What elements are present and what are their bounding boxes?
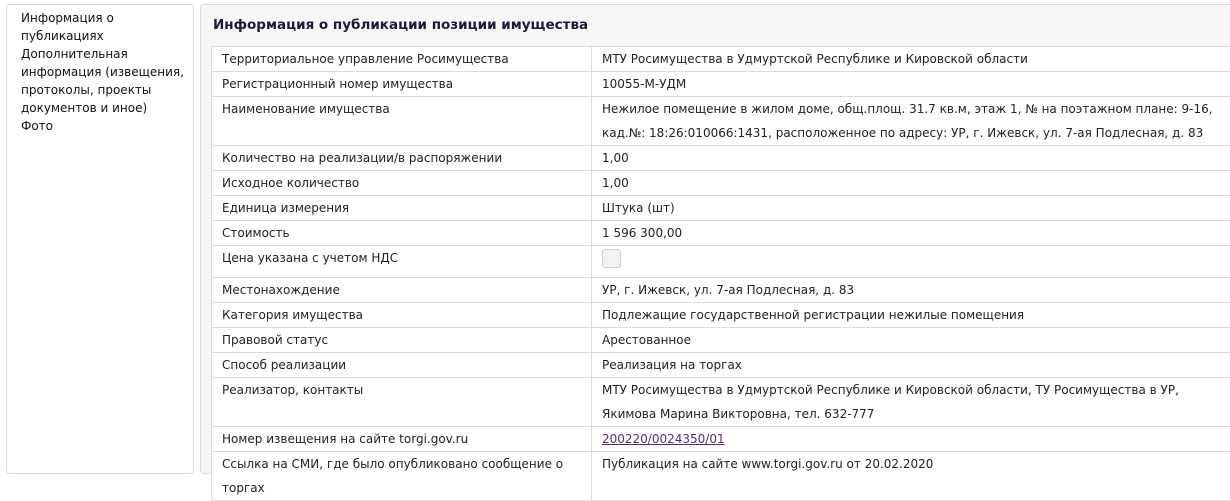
field-label: Ссылка на СМИ, где было опубликовано сообщение о торгах [212, 452, 592, 501]
field-value [592, 427, 1230, 452]
row-notice-number [212, 427, 1230, 452]
field-value: 1 596 300,00 [592, 221, 1230, 246]
notice-number-link[interactable]: 200220/0024350/01 [602, 432, 725, 446]
field-label: Реализатор, контакты [212, 378, 592, 427]
row-location [212, 278, 1230, 303]
row-media-link [212, 452, 1230, 501]
row-vat-included [212, 246, 1230, 278]
field-value: Публикация на сайте www.torgi.gov.ru от 20.02.2020 [592, 452, 1230, 501]
field-label: Стоимость [212, 221, 592, 246]
field-label: Правовой статус [212, 328, 592, 353]
field-value: Подлежащие государственной регистрации нежилые помещения [592, 303, 1230, 328]
field-value: 1,00 [592, 171, 1230, 196]
field-label: Единица измерения [212, 196, 592, 221]
sidebar-item-photo[interactable]: Фото [21, 117, 193, 135]
field-label: Местонахождение [212, 278, 592, 303]
field-label: Территориальное управление Росимущества [212, 47, 592, 72]
field-label: Количество на реализации/в распоряжении [212, 146, 592, 171]
field-value: Нежилое помещение в жилом доме, общ.площ. 31.7 кв.м, этаж 1, № на поэтажном плане: 9-16, кад.№: 18:26:010066:1431, расположенное по адресу: УР, г. Ижевск, ул. 7-ая Подлесная, д. 83 [592, 97, 1230, 146]
field-label: Номер извещения на сайте torgi.gov.ru [212, 427, 592, 452]
field-value: 1,00 [592, 146, 1230, 171]
field-label: Способ реализации [212, 353, 592, 378]
row-initial-quantity [212, 171, 1230, 196]
field-value: УР, г. Ижевск, ул. 7-ая Подлесная, д. 83 [592, 278, 1230, 303]
field-label: Регистрационный номер имущества [212, 72, 592, 97]
field-value: Реализация на торгах [592, 353, 1230, 378]
main-panel [200, 4, 1230, 474]
row-quantity-for-sale [212, 146, 1230, 171]
sidebar-item-additional-info[interactable]: Дополнительная информация (извещения, протоколы, проекты документов и иное) [21, 45, 193, 117]
field-value: Штука (шт) [592, 196, 1230, 221]
field-value: МТУ Росимущества в Удмуртской Республике и Кировской области, ТУ Росимущества в УР, Якимова Марина Викторовна, тел. 632-777 [592, 378, 1230, 427]
row-property-category [212, 303, 1230, 328]
field-value [592, 246, 1230, 278]
field-value: Арестованное [592, 328, 1230, 353]
row-territorial-department [212, 47, 1230, 72]
row-realizer-contacts [212, 378, 1230, 427]
row-property-name [212, 97, 1230, 146]
field-value: МТУ Росимущества в Удмуртской Республике и Кировской области [592, 47, 1230, 72]
row-sale-method [212, 353, 1230, 378]
vat-checkbox[interactable] [602, 249, 621, 268]
sidebar-item-publications-info[interactable]: Информация о публикациях [21, 9, 193, 45]
field-label: Наименование имущества [212, 97, 592, 146]
field-value: 10055-М-УДМ [592, 72, 1230, 97]
row-legal-status [212, 328, 1230, 353]
field-label: Исходное количество [212, 171, 592, 196]
sidebar [6, 4, 194, 474]
row-cost [212, 221, 1230, 246]
field-label: Категория имущества [212, 303, 592, 328]
property-info-table [211, 46, 1230, 501]
page-title: Информация о публикации позиции имущества [213, 17, 588, 33]
field-label: Цена указана с учетом НДС [212, 246, 592, 278]
row-unit-of-measure [212, 196, 1230, 221]
row-registration-number [212, 72, 1230, 97]
